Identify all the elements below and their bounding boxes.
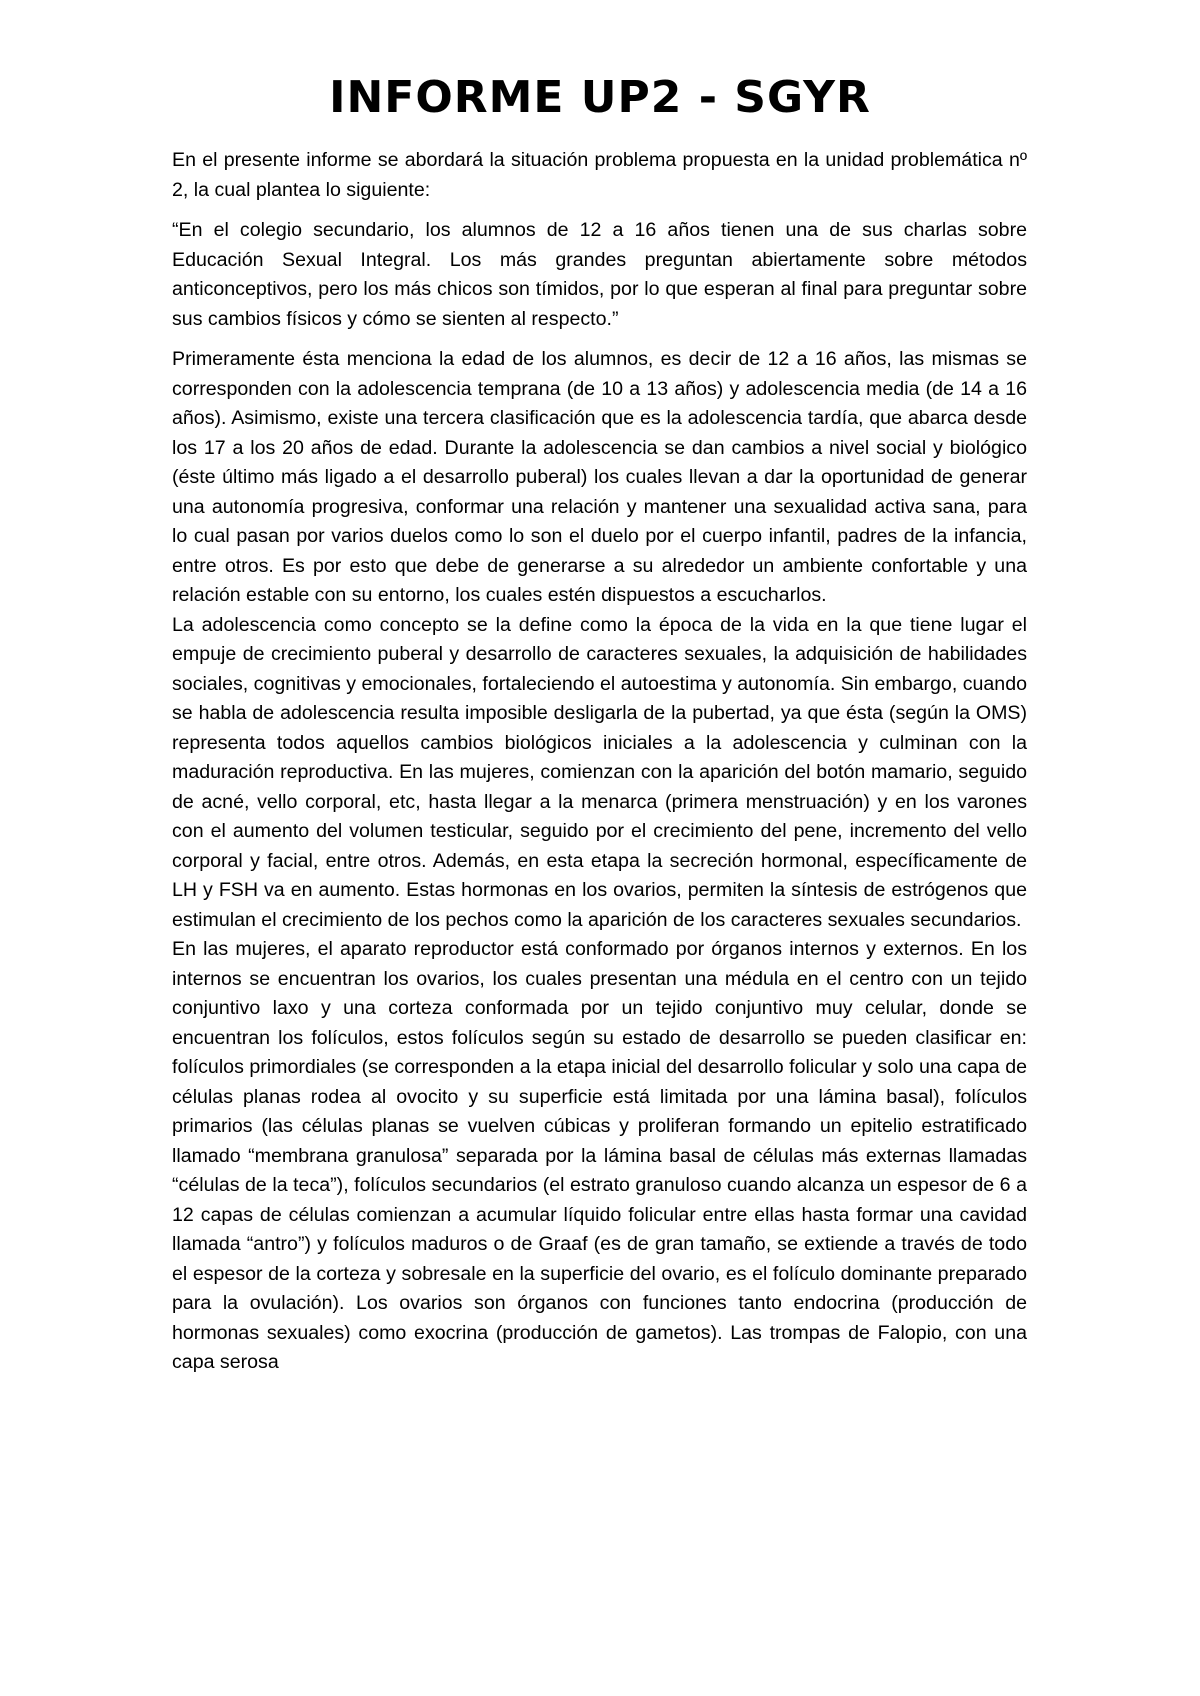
paragraph-reproductive-system: En las mujeres, el aparato reproductor está conformado por órganos internos y externos. En los internos se encuentran los ovarios, los cuales presentan una médula en el centro con un tejido conjuntivo laxo y una corteza conformada por un tejido conjuntivo muy celular, donde se encuentran los folículos, estos folículos según su estado de desarrollo se pueden clasificar en: folículos primordiales (se corresponden a la etapa inicial del desarrollo folicular y solo una capa de células planas rodea al ovocito y su superficie está limitada por una lámina basal), folículos primarios (las células planas se vuelven cúbicas y proliferan formando un epitelio estratificado llamado “membrana granulosa” separada por la lámina basal de células más externas llamadas “células de la teca”), folículos secundarios (el estrato granuloso cuando alcanza un espesor de 6 a 12 capas de células comienzan a acumular líquido folicular entre ellas hasta formar una cavidad llamada “antro”) y folículos maduros o de Graaf (es de gran tamaño, se extiende a través de todo el espesor de la corteza y sobresale en la superficie del ovario, es el folículo dominante preparado para la ovulación). Los ovarios son órganos con funciones tanto endocrina (producción de hormonas sexuales) como exocrina (producción de gametos). Las trompas de Falopio, con una capa serosa bbox=[172, 938, 1027, 1373]
paragraph-quote: “En el colegio secundario, los alumnos de 12 a 16 años tienen una de sus charlas sobre Educación Sexual Integral. Los más grandes preguntan abiertamente sobre métodos anticonceptivos, pero los más chicos son tímidos, por lo que esperan al final para preguntar sobre sus cambios físicos y cómo se sienten al respecto.” bbox=[172, 219, 1027, 330]
paragraph-adolescence-concept: La adolescencia como concepto se la define como la época de la vida en la que tiene lugar el empuje de crecimiento puberal y desarrollo de caracteres sexuales, la adquisición de habilidades sociales, cognitivas y emocionales, fortaleciendo el autoestima y autonomía. Sin embargo, cuando se habla de adolescencia resulta imposible desligarla de la pubertad, ya que ésta (según la OMS) representa todos aquellos cambios biológicos iniciales a la adolescencia y culminan con la maduración reproductiva. En las mujeres, comienzan con la aparición del botón mamario, seguido de acné, vello corporal, etc, hasta llegar a la menarca (primera menstruación) y en los varones con el aumento del volumen testicular, seguido por el crecimiento del pene, incremento del vello corporal y facial, entre otros. Además, en esta etapa la secreción hormonal, específicamente de LH y FSH va en aumento. Estas hormonas en los ovarios, permiten la síntesis de estrógenos que estimulan el crecimiento de los pechos como la aparición de los caracteres sexuales secundarios. bbox=[172, 613, 1027, 931]
document-body bbox=[172, 146, 1027, 1378]
paragraph-adolescence-stages: Primeramente ésta menciona la edad de los alumnos, es decir de 12 a 16 años, las mismas se corresponden con la adolescencia temprana (de 10 a 13 años) y adolescencia media (de 14 a 16 años). Asimismo, existe una tercera clasificación que es la adolescencia tardía, que abarca desde los 17 a los 20 años de edad. Durante la adolescencia se dan cambios a nivel social y biológico (éste último más ligado a el desarrollo puberal) los cuales llevan a dar la oportunidad de generar una autonomía progresiva, conformar una relación y mantener una sexualidad activa sana, para lo cual pasan por varios duelos como lo son el duelo por el cuerpo infantil, padres de la infancia, entre otros. Es por esto que debe de generarse a su alrededor un ambiente confortable y una relación estable con su entorno, los cuales estén dispuestos a escucharlos. bbox=[172, 348, 1027, 606]
document-title: INFORME UP2 - SGYR bbox=[329, 72, 871, 123]
paragraph-intro: En el presente informe se abordará la situación problema propuesta en la unidad problemática nº 2, la cual plantea lo siguiente: bbox=[172, 149, 1027, 201]
